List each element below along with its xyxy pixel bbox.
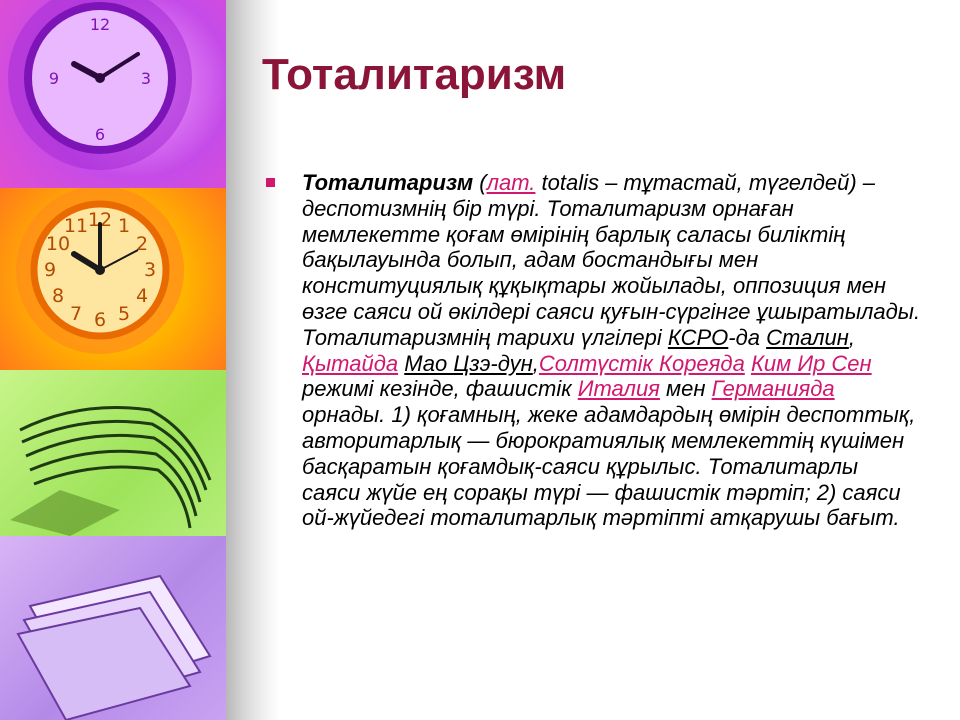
svg-text:4: 4 xyxy=(135,285,149,307)
stalin-ref: Сталин xyxy=(766,324,849,350)
link-north-korea[interactable]: Солтүстік Кореяда xyxy=(538,350,745,376)
link-kim-il-sung[interactable]: Ким Ир Сен xyxy=(750,350,872,376)
svg-text:11: 11 xyxy=(63,215,89,237)
svg-text:3: 3 xyxy=(143,259,157,281)
text-segment-9: орнады. 1) қоғамның, жеке адамдардың өмірін деспоттық, авторитарлық — бюрократиялық мемлекеттің күшімен басқаратын қоғамдық-саяси құрылыс. Тоталитарлы саяси жүйе ең сорақы түрі — фашистік тәртіп; 2) саяси ой-жүйедегі тоталитарлық тәртіпті атқарушы бағыт. xyxy=(302,402,916,531)
ussr-ref: КСРО xyxy=(667,324,729,350)
link-italy[interactable]: Италия xyxy=(577,376,660,402)
green-books-image xyxy=(0,370,226,536)
orange-clock-image xyxy=(0,188,226,370)
mao-ref: Мао Цзэ-дун xyxy=(404,350,533,376)
bullet-icon xyxy=(266,178,275,187)
paren-open: ( xyxy=(473,170,487,195)
svg-text:8: 8 xyxy=(51,285,65,307)
svg-text:12: 12 xyxy=(89,15,111,34)
clock-icon xyxy=(0,188,226,370)
text-segment-8: мен xyxy=(659,376,712,402)
svg-text:10: 10 xyxy=(45,233,71,255)
decorative-image-strip xyxy=(0,0,226,720)
text-segment-5: , xyxy=(532,350,539,376)
text-segment-2: -да xyxy=(728,324,767,350)
slide-title: Тоталитаризм xyxy=(262,50,567,99)
svg-text:6: 6 xyxy=(94,125,106,144)
books-icon xyxy=(0,370,226,536)
text-segment-3: , xyxy=(848,324,855,350)
svg-text:2: 2 xyxy=(135,233,149,255)
link-lat[interactable]: лат. xyxy=(486,170,536,195)
strip-shadow xyxy=(226,0,280,720)
purple-clock-image xyxy=(0,0,226,188)
svg-text:12: 12 xyxy=(87,209,113,231)
text-segment-7: режимі кезінде, фашистік xyxy=(302,376,578,402)
svg-text:5: 5 xyxy=(117,303,131,325)
svg-text:9: 9 xyxy=(48,69,60,88)
text-segment-1: totalis – тұтастай, түгелдей) – деспотизмнің бір түрі. Тоталитаризм орнаған мемлекетте қоғам өмірінің барлық саласы биліктің бақылауында болып, адам бостандығы мен конституциялық құқықтары жойылады, оппозиция мен өзге саяси ой өкілдері саяси қуғын-сүргінге ұшыратылады. Тоталитаризмнің тарихи үлгілері xyxy=(302,170,921,350)
svg-text:1: 1 xyxy=(117,215,131,237)
svg-text:9: 9 xyxy=(43,259,57,281)
svg-text:7: 7 xyxy=(69,303,83,325)
term-bold: Тоталитаризм xyxy=(302,170,474,195)
link-china[interactable]: Қытайда xyxy=(302,350,399,376)
papers-icon xyxy=(0,536,226,720)
clock-icon xyxy=(0,0,226,188)
link-germany[interactable]: Германияда xyxy=(711,376,835,402)
svg-text:3: 3 xyxy=(140,69,152,88)
svg-text:6: 6 xyxy=(93,309,107,331)
definition-paragraph xyxy=(302,170,922,531)
lavender-papers-image xyxy=(0,536,226,720)
